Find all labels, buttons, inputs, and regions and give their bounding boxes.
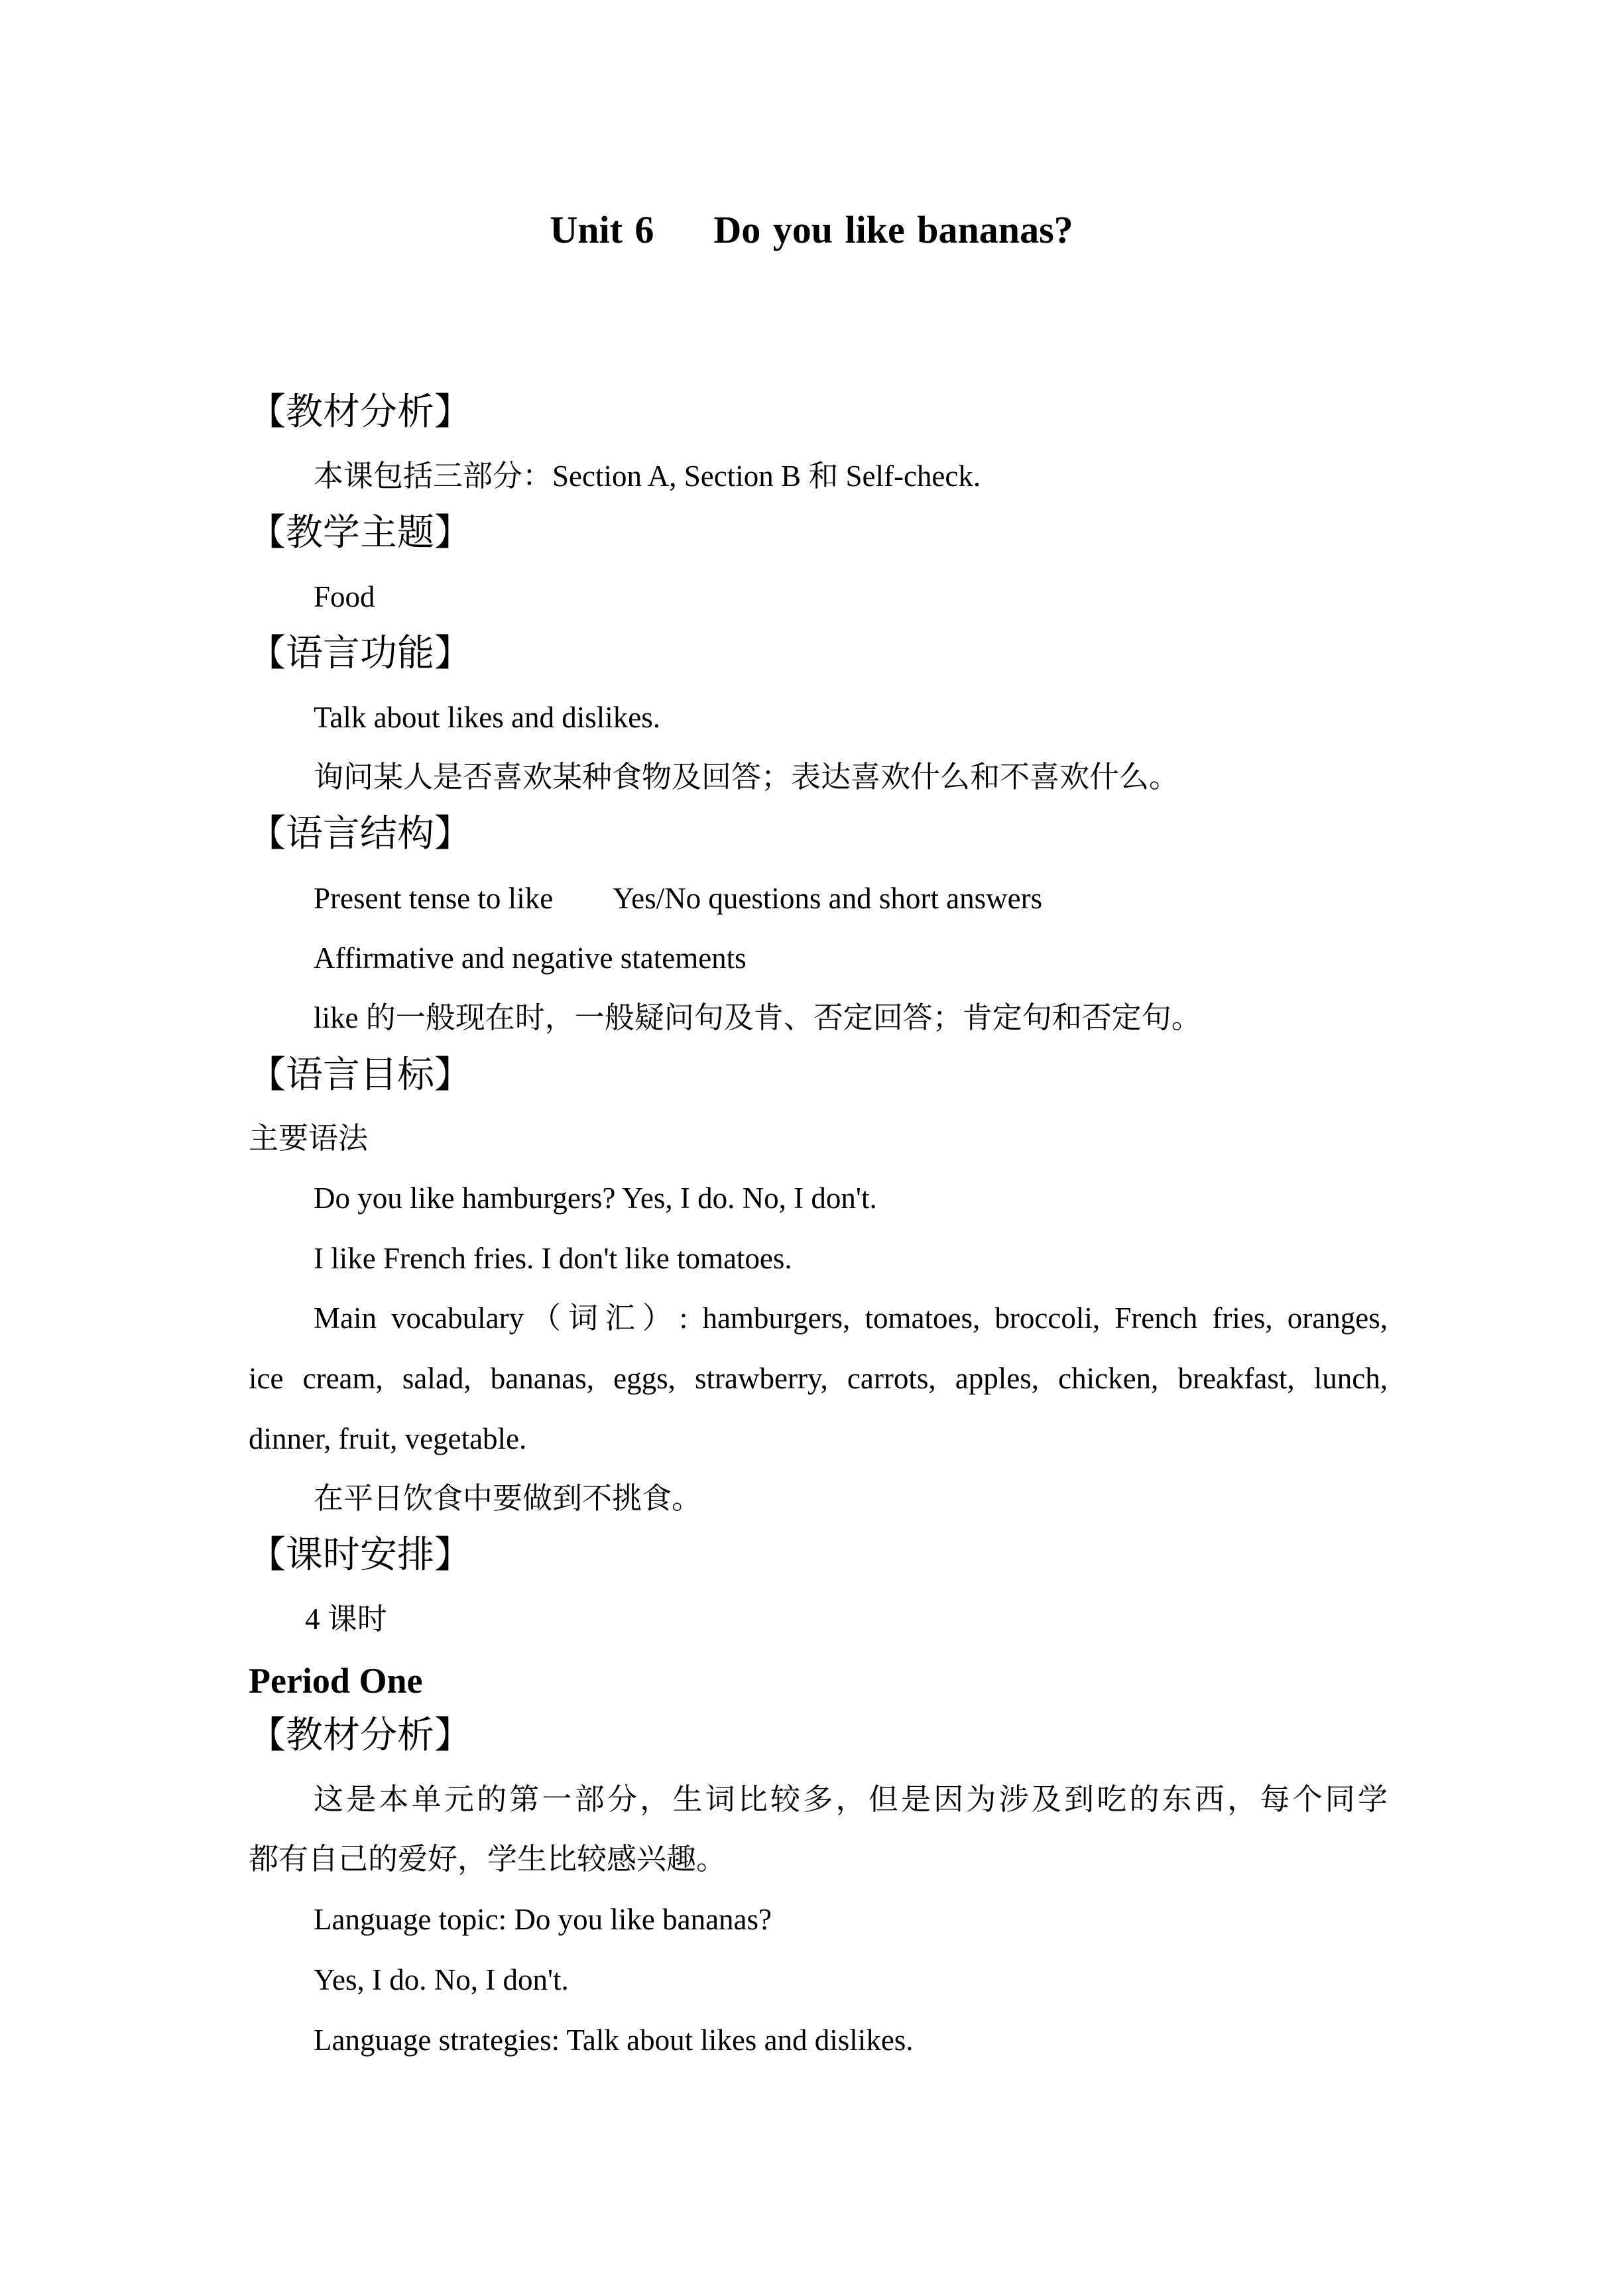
- subheading-main-grammar: 主要语法: [249, 1122, 369, 1155]
- heading-language-function: 【语言功能】: [249, 633, 471, 674]
- schedule-text: 4 课时: [305, 1602, 387, 1636]
- material-analysis-text: 本课包括三部分：Section A, Section B 和 Self-check.: [314, 459, 981, 493]
- heading-material-analysis: 【教材分析】: [249, 392, 471, 433]
- title-question: Do you like bananas?: [713, 208, 1073, 251]
- vocab-line3: dinner, fruit, vegetable.: [249, 1422, 527, 1455]
- page-title: [0, 208, 1623, 251]
- language-structure-line2: Affirmative and negative statements: [314, 941, 747, 975]
- title-unit: Unit 6: [550, 208, 654, 251]
- vocab-line1: Main vocabulary（词汇）: hamburgers, tomatoes, broccoli, French fries, oranges,: [314, 1301, 1388, 1335]
- language-structure-line1: [314, 884, 1042, 914]
- heading-schedule: 【课时安排】: [249, 1535, 471, 1576]
- grammar-line2: I like French fries. I don't like tomatoes.: [314, 1242, 792, 1275]
- structure-yes-no: Yes/No questions and short answers: [613, 882, 1043, 915]
- language-function-line1: Talk about likes and dislikes.: [314, 701, 661, 734]
- heading-language-structure: 【语言结构】: [249, 814, 471, 855]
- period-one-strategies: Language strategies: Talk about likes and dislikes.: [314, 2024, 914, 2057]
- vocab-line2: ice cream, salad, bananas, eggs, strawberry, carrots, apples, chicken, breakfast, lunch,: [249, 1362, 1388, 1395]
- heading-teaching-theme: 【教学主题】: [249, 513, 471, 554]
- language-function-line2: 询问某人是否喜欢某种食物及回答；表达喜欢什么和不喜欢什么。: [314, 760, 1179, 794]
- teaching-theme-text: Food: [314, 580, 375, 613]
- grammar-line1: Do you like hamburgers? Yes, I do. No, I don't.: [314, 1181, 877, 1215]
- period-one-topic: Language topic: Do you like bananas?: [314, 1903, 772, 1936]
- period-one-para-line2: 都有自己的爱好，学生比较感兴趣。: [249, 1843, 727, 1876]
- period-one-heading: 【教材分析】: [249, 1715, 471, 1756]
- period-one-para-line1: 这是本单元的第一部分，生词比较多，但是因为涉及到吃的东西，每个同学: [314, 1783, 1388, 1816]
- period-one-title: Period One: [249, 1661, 423, 1701]
- moral-line: 在平日饮食中要做到不挑食。: [314, 1482, 702, 1515]
- structure-present-tense: Present tense to like: [314, 882, 554, 915]
- language-structure-line3: like 的一般现在时，一般疑问句及肯、否定回答；肯定句和否定句。: [314, 1001, 1201, 1034]
- period-one-answers: Yes, I do. No, I don't.: [314, 1963, 569, 1996]
- heading-language-goals: 【语言目标】: [249, 1055, 471, 1096]
